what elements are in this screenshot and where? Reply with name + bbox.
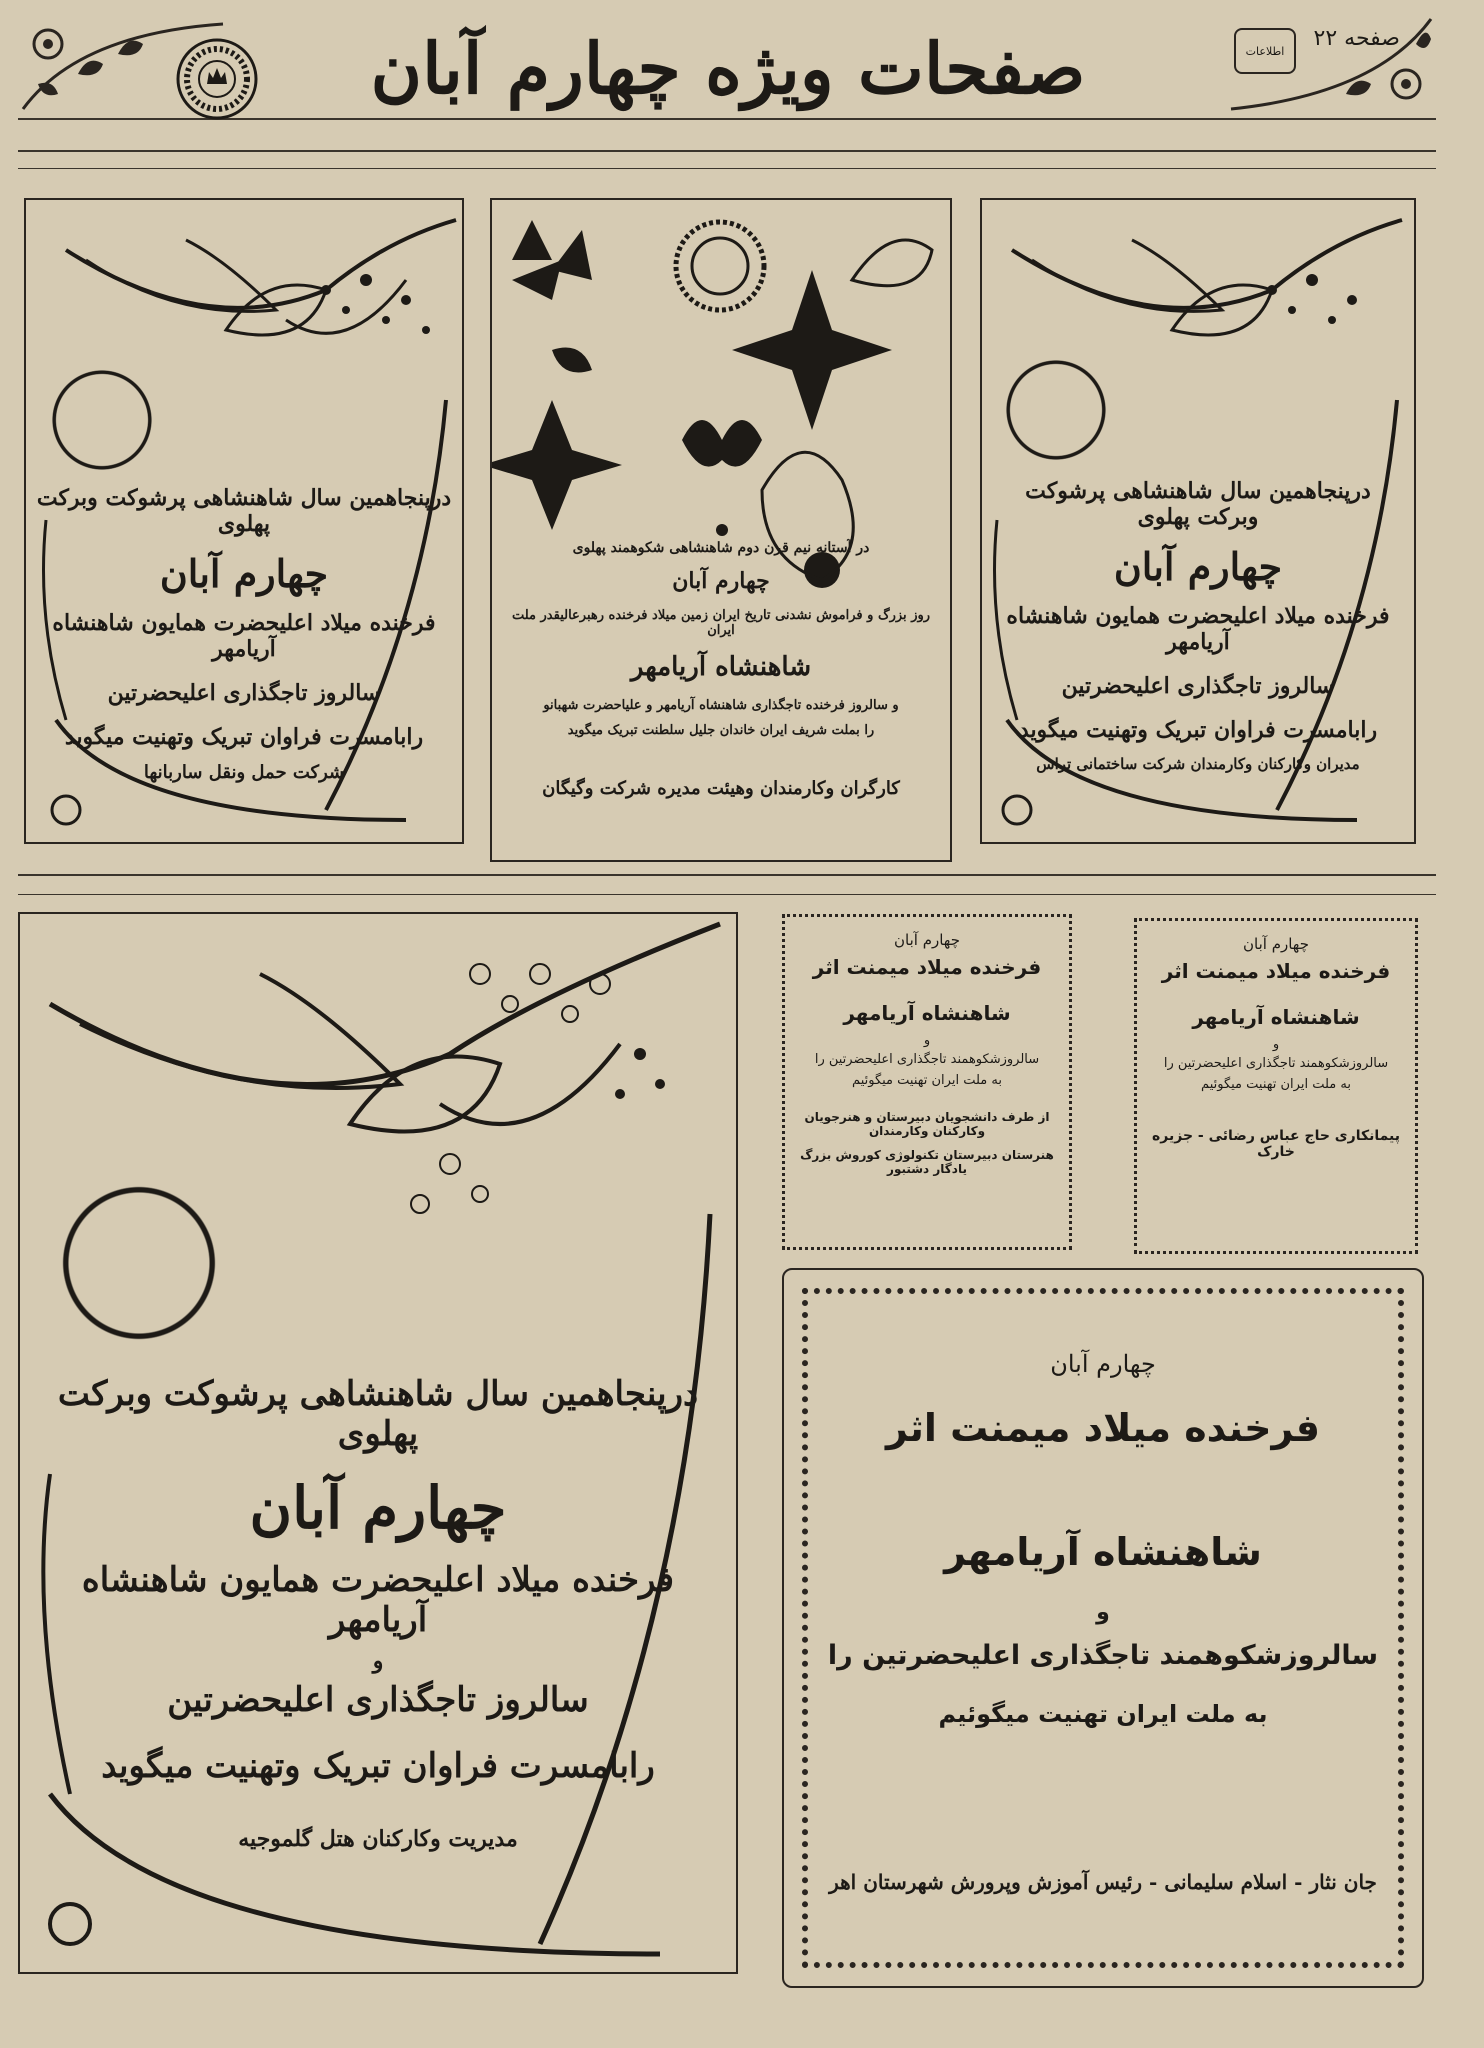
ad-text: سالروزشکوهمند تاجگذاری اعلیحضرتین را [814, 1052, 1040, 1067]
ad-text: شاهنشاه آریامهر [944, 1530, 1262, 1574]
ad-headline: چهارم آبان [1243, 935, 1309, 953]
ad-text: سالروز تاجگذاری اعلیحضرتین [1061, 673, 1335, 699]
ad-title: فرخنده میلاد میمنت اثر [1161, 959, 1391, 983]
ad-signer: هنرستان دبیرستان تکنولوژی کوروش بزرگ یادگار دشتبور [800, 1148, 1054, 1176]
imperial-seal-icon [44, 1168, 234, 1358]
ad-left-top [24, 198, 464, 844]
ad-text: به ملت ایران تهنیت میگوئیم [1201, 1077, 1351, 1092]
ad-headline: چهارم آبان [894, 931, 960, 949]
imperial-seal-icon [176, 38, 258, 120]
divider [18, 894, 1436, 895]
ad-left-bottom [18, 912, 738, 1974]
ad-text: شاهنشاه آریامهر [630, 652, 812, 682]
ad-headline: درپنجاهمین سال شاهنشاهی پرشوکت وبرکت پهلوی [36, 485, 452, 537]
ad-headline: درپنجاهمین سال شاهنشاهی پرشوکت وبرکت پهلوی [1025, 478, 1371, 530]
dotted-frame [802, 1288, 1404, 1968]
ad-small-right [1134, 918, 1418, 1254]
ad-text: و [923, 1033, 931, 1048]
ad-text: به ملت ایران تهنیت میگوئیم [938, 1700, 1268, 1728]
ad-text: فرخنده میلاد اعلیحضرت همایون شاهنشاه آریامهر [52, 610, 436, 662]
ad-signer: جان نثار - اسلام سلیمانی - رئیس آموزش وپرورش شهرستان اهر [829, 1870, 1377, 1894]
ad-text: و [1096, 1600, 1110, 1625]
ad-small-left [782, 914, 1072, 1250]
ad-signer: مدیران وکارکنان وکارمندان شرکت ساختمانی تراس [1036, 755, 1360, 773]
ad-big-box [782, 1268, 1424, 1988]
ad-signer: مدیریت وکارکنان هتل گلموجیه [238, 1826, 518, 1852]
ad-text: و [1272, 1037, 1280, 1052]
ad-text: فرخنده میلاد اعلیحضرت همایون شاهنشاه آریامهر [81, 1560, 675, 1640]
ad-text: رابامسرت فراوان تبریک وتهنیت میگوید [1018, 717, 1378, 743]
divider [18, 150, 1436, 152]
ad-text: به ملت ایران تهنیت میگوئیم [852, 1073, 1002, 1088]
ad-title: فرخنده میلاد میمنت اثر [885, 1406, 1321, 1450]
imperial-seal-icon [994, 348, 1118, 472]
ad-text: سالروزشکوهمند تاجگذاری اعلیحضرتین را [1163, 1056, 1389, 1071]
divider [18, 168, 1436, 169]
ad-signer: شرکت حمل ونقل ساربانها [143, 762, 345, 783]
ad-text: روز بزرگ و فراموش نشدنی تاریخ ایران زمین میلاد فرخنده رهبرعالیقدر ملت ایران [511, 608, 931, 638]
ad-text: رابامسرت فراوان تبریک وتهنیت میگوید [101, 1746, 655, 1786]
ad-text: شاهنشاه آریامهر [1192, 1005, 1360, 1029]
ad-center-top [490, 198, 952, 862]
ad-text: سالروز تاجگذاری اعلیحضرتین [107, 680, 381, 706]
ad-title: چهارم آبان [672, 568, 770, 594]
ad-title: چهارم آبان [249, 1474, 507, 1542]
ad-headline: در آستانه نیم قرن دوم شاهنشاهی شکوهمند پهلوی [572, 540, 870, 556]
ad-text: شاهنشاه آریامهر [843, 1001, 1011, 1025]
ad-text: فرخنده میلاد اعلیحضرت همایون شاهنشاه آریامهر [1006, 603, 1390, 655]
ad-headline: چهارم آبان [1050, 1350, 1156, 1378]
ad-title: فرخنده میلاد میمنت اثر [812, 955, 1042, 979]
ad-text: و سالروز فرخنده تاجگذاری شاهنشاه آریامهر و علیاحضرت شهبانو [543, 698, 899, 713]
ad-title: چهارم آبان [159, 551, 329, 596]
masthead [18, 10, 1436, 120]
ad-signer: از طرف دانشجویان دبیرستان و هنرجویان وکارکنان وکارمندان [804, 1110, 1050, 1138]
ad-signer: پیمانکاری حاج عباس رضائی - جزیره خارک [1152, 1128, 1400, 1160]
page-number: صفحه ۲۲ [1313, 26, 1400, 51]
ad-title: چهارم آبان [1113, 544, 1283, 589]
ad-text: رابامسرت فراوان تبریک وتهنیت میگوید [64, 724, 424, 750]
ad-headline: درپنجاهمین سال شاهنشاهی پرشوکت وبرکت پهلوی [57, 1374, 699, 1454]
page-title: صفحات ویژه چهارم آبان [370, 27, 1086, 110]
floral-ornament-right [1226, 14, 1436, 114]
ad-signer: کارگران وکارمندان وهیئت مدیره شرکت وگیگان [542, 778, 900, 799]
newspaper-logo: اطلاعات [1234, 28, 1296, 74]
ad-text: را بملت شریف ایران خاندان جلیل سلطنت تبریک میگوید [567, 723, 875, 738]
ad-right-top [980, 198, 1416, 844]
ad-text: و [372, 1648, 384, 1674]
divider [18, 874, 1436, 876]
ad-text: سالروزشکوهمند تاجگذاری اعلیحضرتین را [827, 1640, 1379, 1671]
imperial-seal-icon [40, 358, 164, 482]
ad-text: سالروز تاجگذاری اعلیحضرتین [167, 1680, 589, 1720]
